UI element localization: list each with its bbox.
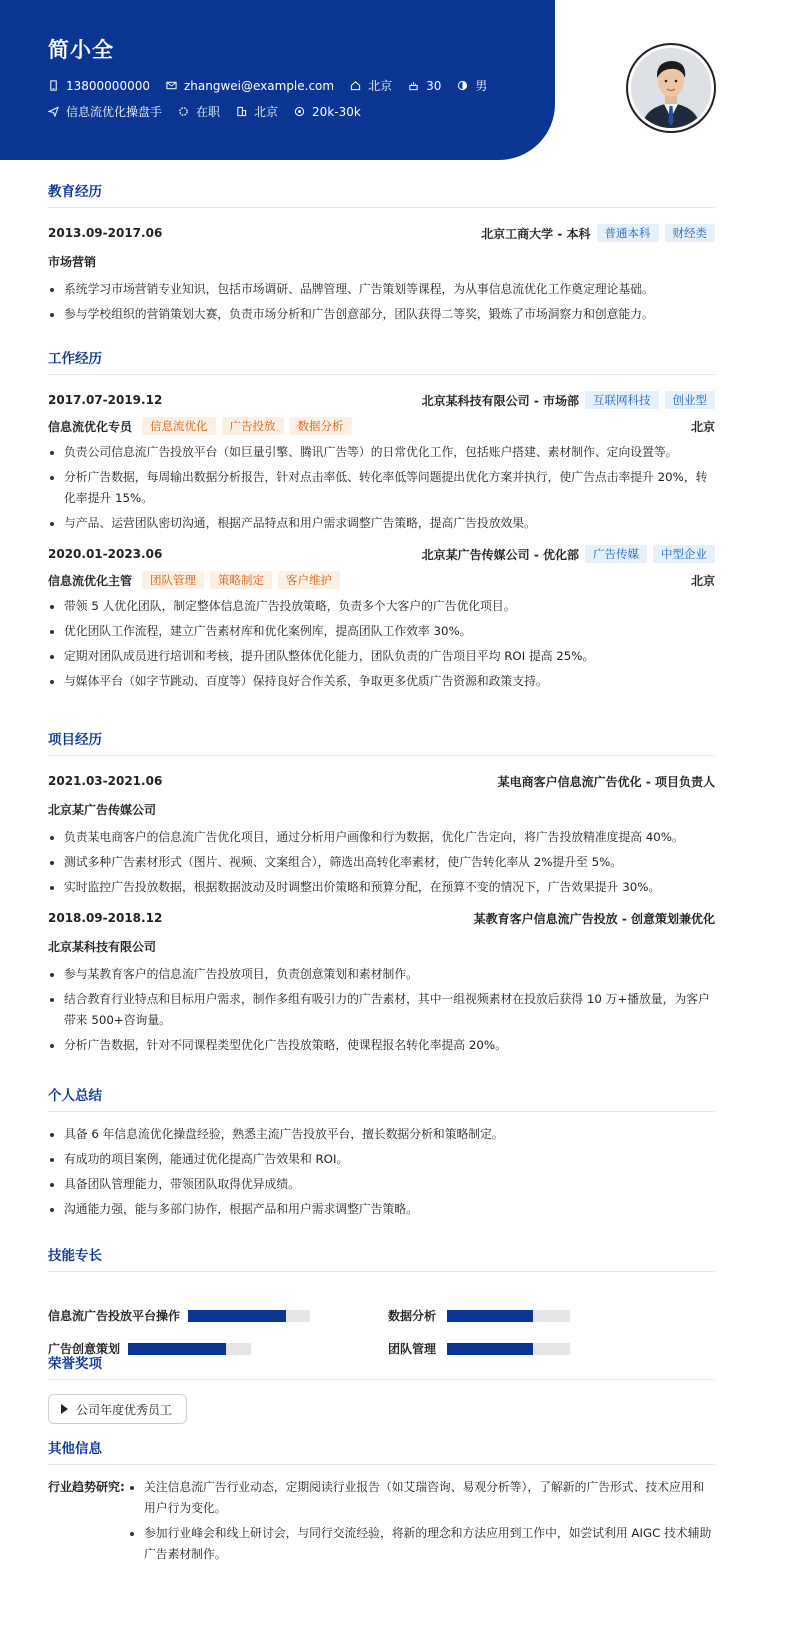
- skill-tag: 数据分析: [290, 417, 352, 435]
- target-city-text: 北京: [254, 105, 279, 119]
- list-item: 具备 6 年信息流优化操盘经验，熟悉主流广告投放平台，擅长数据分析和策略制定。: [48, 1124, 715, 1145]
- other-label: 行业趋势研究:: [48, 1480, 125, 1494]
- education-section: [48, 180, 715, 329]
- skills-title: 技能专长: [48, 1244, 715, 1272]
- project-bullets: [48, 964, 715, 1056]
- company-tag: 创业型: [665, 391, 716, 409]
- job-company: 北京某科技有限公司 - 市场部: [421, 393, 579, 408]
- education-title: 教育经历: [48, 180, 715, 208]
- status-item: [178, 103, 220, 120]
- list-item: 实时监控广告投放数据，根据数据波动及时调整出价策略和预算分配，在预算不变的情况下，广告效果提升 30%。: [48, 877, 715, 898]
- list-item: 分析广告数据，针对不同课程类型优化广告投放策略，使课程报名转化率提高 20%。: [48, 1035, 715, 1056]
- list-item: 测试多种广告素材形式（图片、视频、文案组合），筛选出高转化率素材，使广告转化率从 2%提升至 5%。: [48, 852, 715, 873]
- honors-title: 荣誉奖项: [48, 1352, 715, 1380]
- candidate-name: 简小全: [48, 38, 114, 62]
- job-date: 2020.01-2023.06: [48, 547, 163, 561]
- header-banner: [0, 0, 555, 160]
- award-text: 公司年度优秀员工: [76, 1402, 173, 1417]
- award-item: [48, 1394, 187, 1424]
- skills-grid: [48, 1272, 715, 1356]
- company-tag: 互联网科技: [585, 391, 659, 409]
- status-text: 在职: [196, 105, 221, 119]
- job-company-group: [422, 545, 715, 563]
- job-bullets: [48, 442, 715, 534]
- list-item: 结合教育行业特点和目标用户需求，制作多组有吸引力的广告素材，其中一组视频素材在投放后获得 10 万+播放量，为客户带来 500+咨询量。: [48, 989, 715, 1031]
- education-tag: 普通本科: [597, 224, 659, 242]
- list-item: 负责公司信息流广告投放平台（如巨量引擎、腾讯广告等）的日常优化工作，包括账户搭建、素材制作、定向设置等。: [48, 442, 715, 463]
- contact-row: [48, 77, 503, 94]
- target-city-item: [236, 103, 278, 120]
- summary-title: 个人总结: [48, 1084, 715, 1112]
- project-org: 北京某科技有限公司: [48, 939, 157, 954]
- list-item: 沟通能力强，能与多部门协作，根据产品和用户需求调整广告策略。: [48, 1199, 715, 1220]
- list-item: 参与学校组织的营销策划大赛，负责市场分析和广告创意部分，团队获得二等奖，锻炼了市场洞察力和创意能力。: [48, 304, 715, 325]
- other-bullets: [128, 1477, 715, 1569]
- cake-icon: [408, 80, 419, 91]
- gender-item: [457, 77, 487, 94]
- list-item: 定期对团队成员进行培训和考核，提升团队整体优化能力，团队负责的广告项目平均 ROI 提高 25%。: [48, 646, 715, 667]
- project-org-row: [48, 799, 715, 819]
- job-location: 北京: [690, 419, 715, 434]
- job-location: 北京: [690, 573, 715, 588]
- skill-name: 团队管理: [388, 1342, 437, 1356]
- skill-item: [48, 1307, 310, 1324]
- email-item: [166, 79, 334, 93]
- home-icon: [350, 80, 361, 91]
- job-header: [48, 390, 715, 410]
- skills-section: [48, 1244, 715, 1356]
- summary-bullets: [48, 1124, 715, 1220]
- other-title: 其他信息: [48, 1437, 715, 1465]
- job-role: 信息流优化专员: [48, 419, 133, 434]
- list-item: 分析广告数据，每周输出数据分析报告，针对点击率低、转化率低等问题提出优化方案并执行，使广告点击率提升 20%，转化率提升 15%。: [48, 467, 715, 509]
- job-role-row: [48, 416, 715, 436]
- phone-text: 13800000000: [66, 78, 150, 93]
- education-date: 2013.09-2017.06: [48, 226, 163, 240]
- intent-row: [48, 103, 377, 120]
- mail-icon: [166, 80, 177, 91]
- age-text: 30: [426, 78, 442, 93]
- project-name: 某电商客户信息流广告优化 - 项目负责人: [497, 774, 715, 789]
- list-item: 与媒体平台（如字节跳动、百度等）保持良好合作关系，争取更多优质广告资源和政策支持。: [48, 671, 715, 692]
- phone-item: [48, 79, 150, 93]
- gender-icon: [457, 80, 468, 91]
- city-item: [350, 77, 392, 94]
- skill-bar-fill: [188, 1310, 286, 1322]
- skill-bar: [188, 1310, 310, 1322]
- gender-text: 男: [475, 79, 488, 93]
- list-item: 带领 5 人优化团队，制定整体信息流广告投放策略，负责多个大客户的广告优化项目。: [48, 596, 715, 617]
- job-company-group: [422, 391, 715, 409]
- job-company: 北京某广告传媒公司 - 优化部: [421, 547, 579, 562]
- summary-section: [48, 1084, 715, 1224]
- skill-name: 广告创意策划: [48, 1342, 121, 1356]
- skill-tag: 广告投放: [222, 417, 284, 435]
- education-school: 北京工商大学 - 本科: [481, 226, 591, 241]
- project-org: 北京某广告传媒公司: [48, 802, 157, 817]
- skill-tag: 策略制定: [210, 571, 272, 589]
- major-text: 市场营销: [48, 254, 97, 269]
- send-icon: [48, 106, 59, 117]
- honors-section: [48, 1352, 715, 1424]
- work-title: 工作经历: [48, 347, 715, 375]
- list-item: 系统学习市场营销专业知识，包括市场调研、品牌管理、广告策划等课程，为从事信息流优化工作奠定理论基础。: [48, 279, 715, 300]
- project-date: 2021.03-2021.06: [48, 774, 163, 788]
- skill-name: 数据分析: [388, 1309, 437, 1323]
- city-text: 北京: [368, 79, 393, 93]
- list-item: 与产品、运营团队密切沟通，根据产品特点和用户需求调整广告策略，提高广告投放效果。: [48, 513, 715, 534]
- job-date: 2017.07-2019.12: [48, 393, 163, 407]
- list-item: 参与某教育客户的信息流广告投放项目，负责创意策划和素材制作。: [48, 964, 715, 985]
- job-bullets: [48, 596, 715, 692]
- project-name: 某教育客户信息流广告投放 - 创意策划兼优化: [473, 911, 715, 926]
- avatar: [626, 43, 716, 133]
- work-section: [48, 347, 715, 696]
- age-item: [408, 79, 441, 93]
- list-item: 有成功的项目案例，能通过优化提高广告效果和 ROI。: [48, 1149, 715, 1170]
- list-item: 优化团队工作流程，建立广告素材库和优化案例库，提高团队工作效率 30%。: [48, 621, 715, 642]
- skill-bar-fill: [447, 1310, 533, 1322]
- project-date: 2018.09-2018.12: [48, 911, 163, 925]
- coin-icon: [294, 106, 305, 117]
- job-target-item: [48, 103, 162, 120]
- project-header: [48, 908, 715, 928]
- education-tag: 财经类: [665, 224, 716, 242]
- education-major: [48, 251, 715, 271]
- skill-bar: [447, 1310, 570, 1322]
- building-icon: [236, 106, 247, 117]
- email-text: zhangwei@example.com: [183, 78, 335, 93]
- job-header: [48, 544, 715, 564]
- status-icon: [178, 106, 189, 117]
- play-triangle-icon: [61, 1404, 68, 1414]
- salary-text: 20k-30k: [312, 104, 361, 119]
- projects-section: [48, 728, 715, 1060]
- list-item: 负责某电商客户的信息流广告优化项目，通过分析用户画像和行为数据，优化广告定向，将广告投放精准度提高 40%。: [48, 827, 715, 848]
- project-org-row: [48, 936, 715, 956]
- skill-tag: 客户维护: [278, 571, 340, 589]
- company-tag: 中型企业: [653, 545, 715, 563]
- education-entry-header: [48, 223, 715, 243]
- list-item: 参加行业峰会和线上研讨会，与同行交流经验，将新的理念和方法应用到工作中，如尝试利用 AIGC 技术辅助广告素材制作。: [128, 1523, 715, 1565]
- project-header: [48, 771, 715, 791]
- skill-name: 信息流广告投放平台操作: [48, 1309, 181, 1323]
- company-tag: 广告传媒: [585, 545, 647, 563]
- phone-icon: [48, 80, 59, 91]
- projects-title: 项目经历: [48, 728, 715, 756]
- profile-photo: [631, 48, 711, 128]
- skill-item: [388, 1307, 570, 1324]
- other-content: [48, 1477, 715, 1569]
- other-section: [48, 1437, 715, 1569]
- education-school-group: [481, 224, 715, 242]
- skill-tag: 信息流优化: [142, 417, 216, 435]
- education-bullets: [48, 279, 715, 325]
- list-item: 具备团队管理能力，带领团队取得优异成绩。: [48, 1174, 715, 1195]
- list-item: 关注信息流广告行业动态，定期阅读行业报告（如艾瑞咨询、易观分析等），了解新的广告形式、技术应用和用户行为变化。: [128, 1477, 715, 1519]
- job-target-text: 信息流优化操盘手: [66, 105, 163, 119]
- skill-tag: 团队管理: [142, 571, 204, 589]
- project-bullets: [48, 827, 715, 898]
- job-role: 信息流优化主管: [48, 573, 133, 588]
- job-role-row: [48, 570, 715, 590]
- salary-item: [294, 105, 361, 119]
